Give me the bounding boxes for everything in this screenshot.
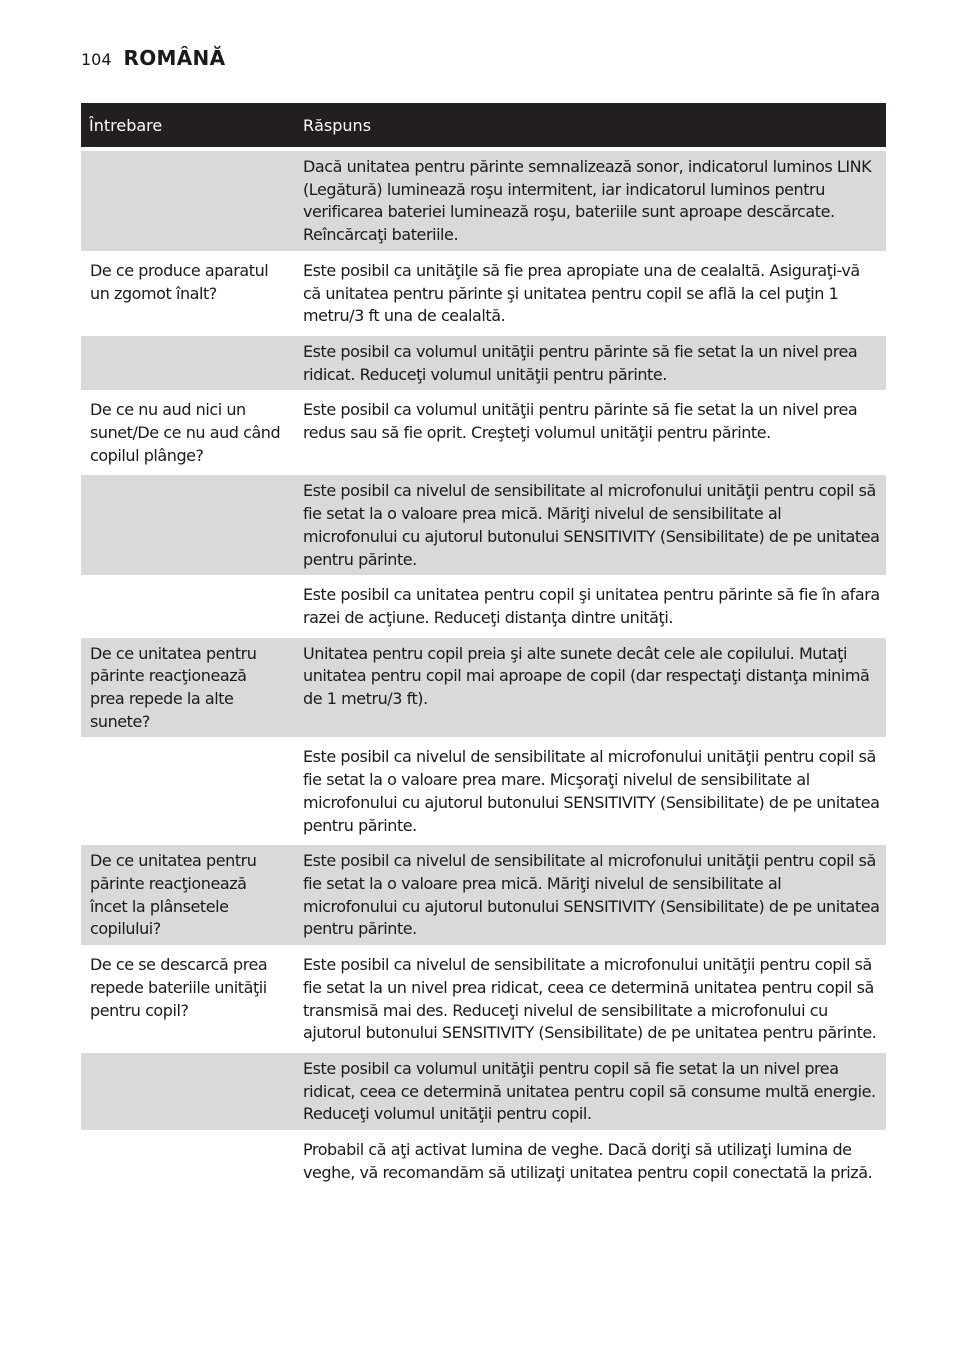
answer-cell: Probabil că aţi activat lumina de veghe. Dacă doriţi să utilizaţi lumina de veghe, vă recomandăm să utilizaţi unitatea pentru copil conectată la priză. <box>295 1134 886 1188</box>
answer-cell: Este posibil ca nivelul de sensibilitate al microfonului unităţii pentru copil să fie setat la o valoare prea mare. Micşoraţi nivelul de sensibilitate al microfonului cu ajutorul butonului SENSITIVITY (Sensibilitate) de pe unitatea pentru părinte. <box>295 741 886 841</box>
answer-cell: Este posibil ca unităţile să fie prea apropiate una de cealaltă. Asiguraţi-vă că unitatea pentru părinte şi unitatea pentru copil se află la cel puţin 1 metru/3 ft una de cealaltă. <box>295 255 886 332</box>
question-cell <box>81 1053 295 1130</box>
question-cell: De ce unitatea pentru părinte reacţionează încet la plânsetele copilului? <box>81 845 295 945</box>
question-cell: De ce produce aparatul un zgomot înalt? <box>81 255 295 332</box>
table-row <box>81 255 886 332</box>
answer-cell: Este posibil ca nivelul de sensibilitate a microfonului unităţii pentru copil să fie setat la un nivel prea ridicat, ceea ce determină unitatea pentru copil să transmisă mai des. Reduceţi nivelul de sensibilitate a microfonului cu ajutorul butonului SENSITIVITY (Sensibilitate) de pe unitatea pentru părinte. <box>295 949 886 1049</box>
table-row <box>81 579 886 633</box>
troubleshooting-table <box>81 103 886 1192</box>
answer-cell: Este posibil ca volumul unităţii pentru părinte să fie setat la un nivel prea redus sau să fie oprit. Creşteţi volumul unităţii pentru părinte. <box>295 394 886 471</box>
column-header-answer: Răspuns <box>295 103 886 147</box>
table-header-row <box>81 103 886 147</box>
question-cell: De ce se descarcă prea repede bateriile unităţii pentru copil? <box>81 949 295 1049</box>
page-header <box>81 46 225 70</box>
table-row <box>81 475 886 575</box>
table-row <box>81 845 886 945</box>
table-row <box>81 1134 886 1188</box>
table-row <box>81 151 886 251</box>
table-row <box>81 638 886 738</box>
question-cell: De ce nu aud nici un sunet/De ce nu aud când copilul plânge? <box>81 394 295 471</box>
question-cell <box>81 151 295 251</box>
answer-cell: Este posibil ca nivelul de sensibilitate al microfonului unităţii pentru copil să fie setat la o valoare prea mică. Măriţi nivelul de sensibilitate al microfonului cu ajutorul butonului SENSITIVITY (Sensibilitate) de pe unitatea pentru părinte. <box>295 475 886 575</box>
question-cell <box>81 1134 295 1188</box>
section-title: ROMÂNĂ <box>123 46 226 70</box>
page-number: 104 <box>81 50 112 69</box>
question-cell <box>81 336 295 390</box>
question-cell <box>81 579 295 633</box>
answer-cell: Este posibil ca volumul unităţii pentru copil să fie setat la un nivel prea ridicat, ceea ce determină unitatea pentru copil să consume multă energie. Reduceţi volumul unităţii pentru copil. <box>295 1053 886 1130</box>
column-header-question: Întrebare <box>81 103 295 147</box>
question-cell <box>81 741 295 841</box>
answer-cell: Este posibil ca volumul unităţii pentru părinte să fie setat la un nivel prea ridicat. Reduceţi volumul unităţii pentru părinte. <box>295 336 886 390</box>
table-row <box>81 1053 886 1130</box>
table-row <box>81 336 886 390</box>
answer-cell: Unitatea pentru copil preia şi alte sunete decât cele ale copilului. Mutaţi unitatea pentru copil mai aproape de copil (dar respectaţi distanţa minimă de 1 metru/3 ft). <box>295 638 886 738</box>
table-row <box>81 394 886 471</box>
question-cell: De ce unitatea pentru părinte reacţionează prea repede la alte sunete? <box>81 638 295 738</box>
question-cell <box>81 475 295 575</box>
answer-cell: Dacă unitatea pentru părinte semnalizează sonor, indicatorul luminos LINK (Legătură) luminează roşu intermitent, iar indicatorul luminos pentru verificarea bateriei luminează roşu, bateriile sunt aproape descărcate. Reîncărcaţi bateriile. <box>295 151 886 251</box>
answer-cell: Este posibil ca unitatea pentru copil şi unitatea pentru părinte să fie în afara razei de acţiune. Reduceţi distanţa dintre unităţi. <box>295 579 886 633</box>
table-body <box>81 151 886 1188</box>
answer-cell: Este posibil ca nivelul de sensibilitate al microfonului unităţii pentru copil să fie setat la o valoare prea mică. Măriţi nivelul de sensibilitate al microfonului cu ajutorul butonului SENSITIVITY (Sensibilitate) de pe unitatea pentru părinte. <box>295 845 886 945</box>
table-row <box>81 949 886 1049</box>
table-row <box>81 741 886 841</box>
